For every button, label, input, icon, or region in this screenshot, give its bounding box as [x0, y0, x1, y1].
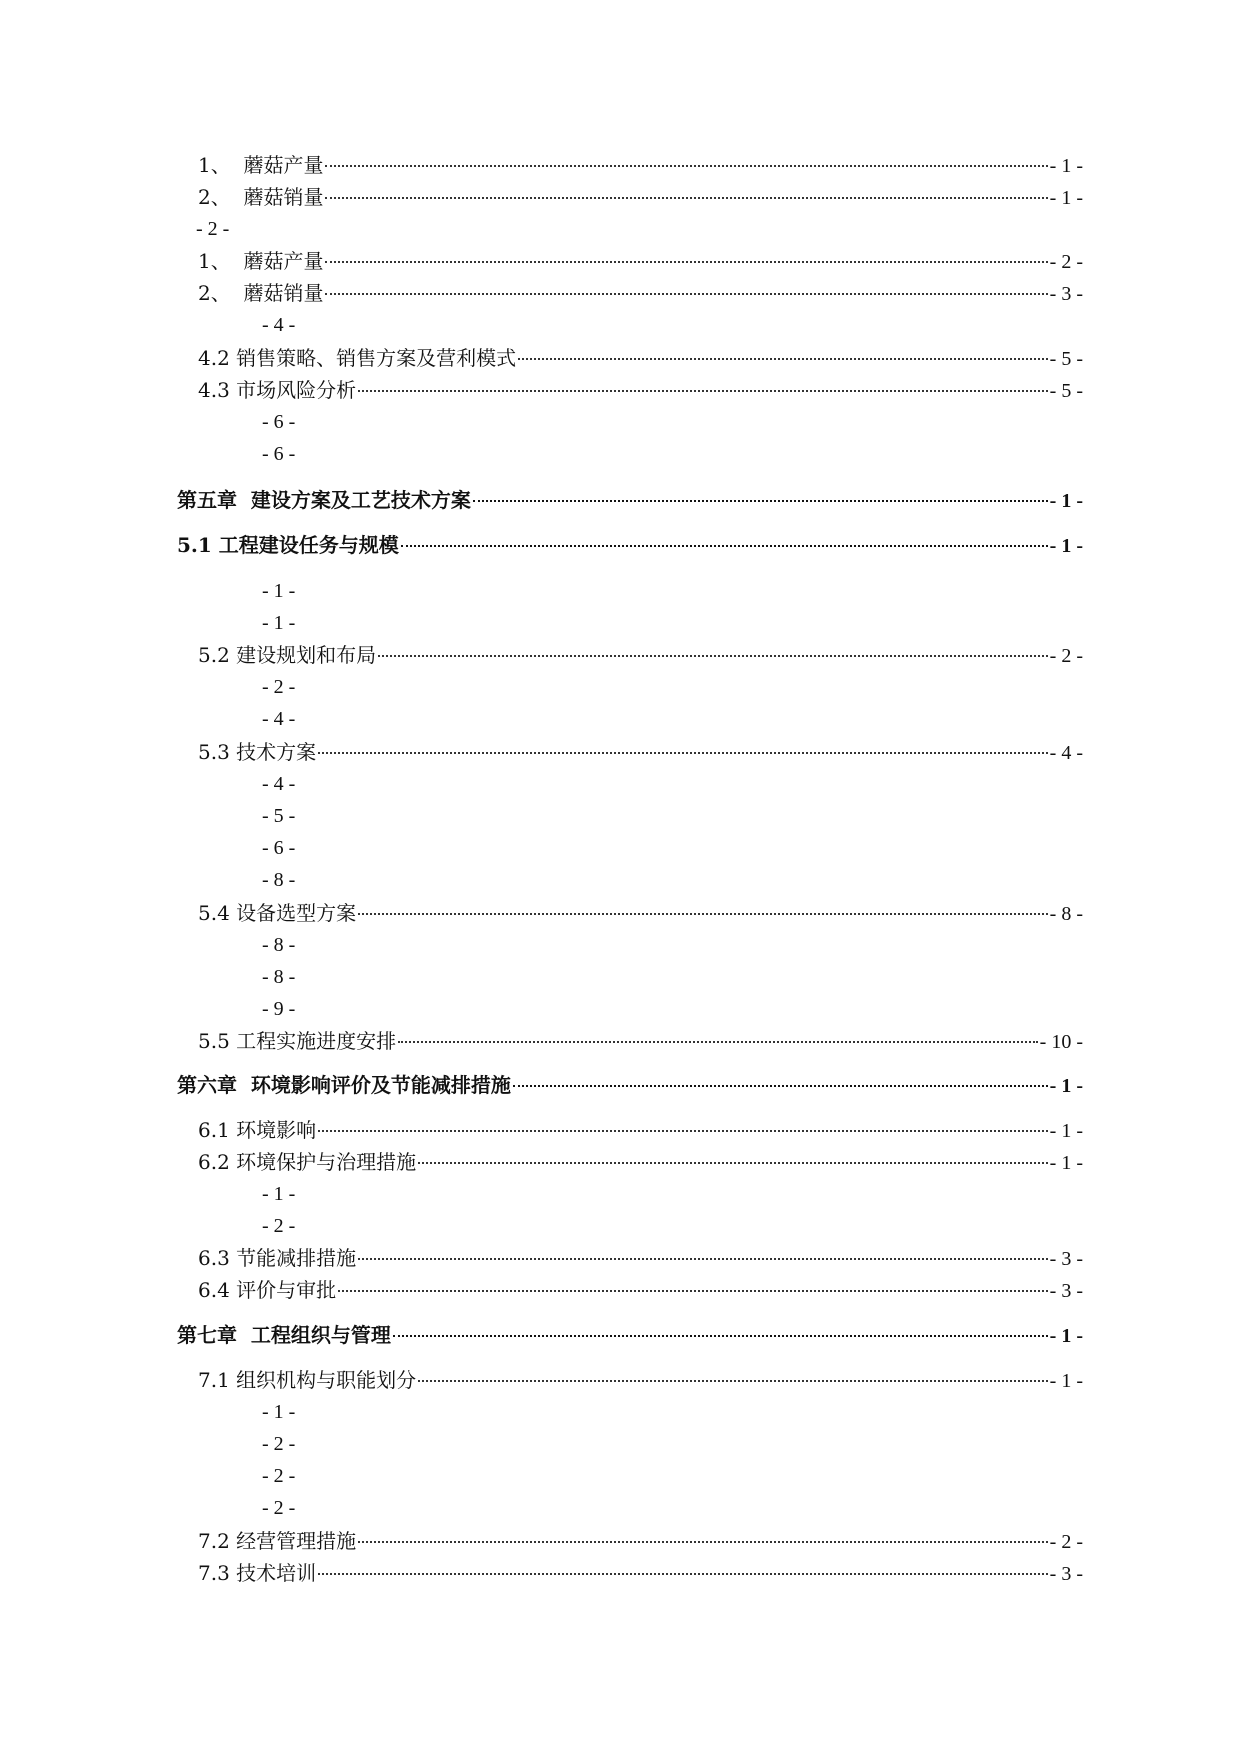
toc-entry-title: 5.1 工程建设任务与规模 — [177, 533, 399, 557]
toc-entry-page: - 1 - — [1049, 1325, 1083, 1347]
toc-entry[interactable] — [198, 375, 1083, 405]
toc-entry[interactable] — [198, 1243, 1083, 1273]
toc-entry-page: - 1 - — [1049, 490, 1083, 512]
dot-leader — [358, 1540, 1048, 1543]
orphan-page-number: - 2 - — [262, 1465, 296, 1487]
orphan-page-number: - 6 - — [262, 837, 296, 859]
toc-entry-page: - 1 - — [1049, 1075, 1083, 1097]
toc-chapter-entry[interactable] — [177, 1320, 1083, 1350]
dot-leader — [318, 1129, 1048, 1132]
orphan-page-number: - 2 - — [262, 676, 296, 698]
toc-entry-title: 6.2 环境保护与治理措施 — [198, 1150, 417, 1174]
toc-entry-page: - 10 - — [1039, 1031, 1083, 1053]
toc-entry-page: - 3 - — [1049, 1280, 1083, 1302]
toc-chapter-entry[interactable] — [177, 485, 1083, 515]
toc-entry-page: - 2 - — [1049, 645, 1083, 667]
dot-leader — [318, 1572, 1048, 1575]
orphan-page-number: - 2 - — [262, 1215, 296, 1237]
toc-entry-page: - 8 - — [1049, 903, 1083, 925]
toc-entry-title: 6.3 节能减排措施 — [198, 1246, 357, 1270]
dot-leader — [473, 499, 1048, 502]
dot-leader — [358, 1257, 1048, 1260]
orphan-page-number: - 4 - — [262, 773, 296, 795]
toc-entry-title: 4.2 销售策略、销售方案及营利模式 — [198, 346, 517, 370]
dot-leader — [418, 1379, 1048, 1382]
toc-entry-title: 6.1 环境影响 — [198, 1118, 317, 1142]
dot-leader — [393, 1334, 1048, 1337]
dot-leader — [513, 1084, 1048, 1087]
toc-entry-page: - 1 - — [1049, 155, 1083, 177]
orphan-page-number: - 4 - — [262, 708, 296, 730]
toc-entry-title: 1、 蘑菇产量 — [198, 249, 324, 273]
toc-entry-title: 2、 蘑菇销量 — [198, 281, 324, 305]
dot-leader — [325, 164, 1047, 167]
dot-leader — [518, 357, 1048, 360]
toc-entry-page: - 3 - — [1049, 1563, 1083, 1585]
toc-entry-page: - 1 - — [1049, 535, 1083, 557]
orphan-page-number: - 6 - — [262, 443, 296, 465]
dot-leader — [325, 292, 1047, 295]
dot-leader — [338, 1289, 1048, 1292]
toc-entry[interactable] — [198, 898, 1083, 928]
orphan-page-number: - 2 - — [262, 1433, 296, 1455]
dot-leader — [418, 1161, 1048, 1164]
toc-entry[interactable] — [198, 737, 1083, 767]
toc-entry-title: 7.2 经营管理措施 — [198, 1529, 357, 1553]
toc-entry[interactable] — [198, 1115, 1083, 1145]
toc-entry-page: - 2 - — [1049, 251, 1083, 273]
toc-entry-title: 6.4 评价与审批 — [198, 1278, 337, 1302]
toc-entry-title: 1、 蘑菇产量 — [198, 153, 324, 177]
toc-entry-title: 4.3 市场风险分析 — [198, 378, 357, 402]
orphan-page-number: - 4 - — [262, 314, 296, 336]
toc-entry[interactable] — [198, 1558, 1083, 1588]
orphan-page-number: - 8 - — [262, 869, 296, 891]
toc-entry[interactable] — [198, 640, 1083, 670]
toc-entry-title: 5.3 技术方案 — [198, 740, 317, 764]
orphan-page-number: - 9 - — [262, 998, 296, 1020]
toc-entry-title: 7.3 技术培训 — [198, 1561, 317, 1585]
toc-entry-title: 7.1 组织机构与职能划分 — [198, 1368, 417, 1392]
dot-leader — [325, 260, 1047, 263]
toc-entry-title: 2、 蘑菇销量 — [198, 185, 324, 209]
toc-section-entry[interactable] — [177, 530, 1083, 560]
toc-entry-title: 第五章 建设方案及工艺技术方案 — [177, 488, 471, 512]
orphan-page-number: - 2 - — [196, 218, 230, 240]
orphan-page-number: - 8 - — [262, 966, 296, 988]
toc-entry[interactable] — [198, 343, 1083, 373]
toc-entry-page: - 5 - — [1049, 348, 1083, 370]
toc-entry-page: - 3 - — [1049, 1248, 1083, 1270]
dot-leader — [358, 389, 1048, 392]
toc-entry-page: - 4 - — [1049, 742, 1083, 764]
toc-entry[interactable] — [198, 246, 1083, 276]
toc-entry-page: - 1 - — [1049, 1370, 1083, 1392]
orphan-page-number: - 6 - — [262, 411, 296, 433]
orphan-page-number: - 1 - — [262, 612, 296, 634]
toc-entry[interactable] — [198, 1026, 1083, 1056]
toc-entry[interactable] — [198, 1526, 1083, 1556]
orphan-page-number: - 2 - — [262, 1497, 296, 1519]
toc-entry-title: 第六章 环境影响评价及节能减排措施 — [177, 1073, 511, 1097]
orphan-page-number: - 1 - — [262, 1183, 296, 1205]
toc-entry-page: - 1 - — [1049, 1120, 1083, 1142]
toc-entry-title: 第七章 工程组织与管理 — [177, 1323, 391, 1347]
toc-entry[interactable] — [198, 1147, 1083, 1177]
toc-chapter-entry[interactable] — [177, 1070, 1083, 1100]
toc-entry-page: - 3 - — [1049, 283, 1083, 305]
toc-entry-page: - 5 - — [1049, 380, 1083, 402]
dot-leader — [325, 196, 1047, 199]
toc-entry[interactable] — [198, 150, 1083, 180]
toc-entry-page: - 2 - — [1049, 1531, 1083, 1553]
orphan-page-number: - 5 - — [262, 805, 296, 827]
orphan-page-number: - 1 - — [262, 1401, 296, 1423]
toc-entry[interactable] — [198, 1365, 1083, 1395]
orphan-page-number: - 1 - — [262, 580, 296, 602]
toc-entry[interactable] — [198, 278, 1083, 308]
toc-entry[interactable] — [198, 1275, 1083, 1305]
dot-leader — [378, 654, 1048, 657]
toc-entry-title: 5.5 工程实施进度安排 — [198, 1029, 397, 1053]
dot-leader — [358, 912, 1048, 915]
toc-entry-page: - 1 - — [1049, 187, 1083, 209]
toc-entry-title: 5.4 设备选型方案 — [198, 901, 357, 925]
orphan-page-number: - 8 - — [262, 934, 296, 956]
dot-leader — [318, 751, 1048, 754]
toc-entry-page: - 1 - — [1049, 1152, 1083, 1174]
dot-leader — [401, 544, 1048, 547]
toc-entry-title: 5.2 建设规划和布局 — [198, 643, 377, 667]
toc-entry[interactable] — [198, 182, 1083, 212]
dot-leader — [398, 1040, 1038, 1043]
